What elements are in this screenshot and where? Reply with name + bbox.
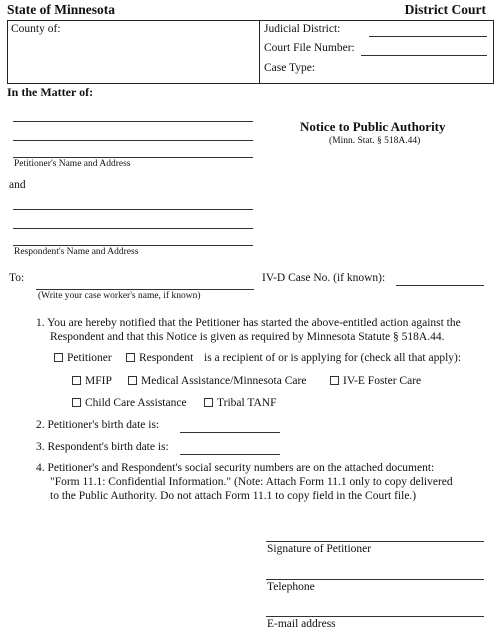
form-title: Notice to Public Authority [300,119,446,134]
petitioner-caption: Petitioner's Name and Address [14,159,131,169]
item-1-line-2: Respondent and that this Notice is given as required by Minnesota Statute § 518A.44. [50,331,445,343]
case-type-label: Case Type: [264,62,316,74]
case-worker-field[interactable] [36,289,254,290]
signature-field[interactable] [266,541,484,542]
respondent-line-2[interactable] [13,228,253,229]
ma-checkbox[interactable] [128,376,137,385]
respondent-line-3[interactable] [13,245,253,246]
program-mfip-option[interactable]: MFIP [72,375,112,387]
judicial-district-label: Judicial District: [264,23,341,35]
party-respondent-option[interactable]: Respondent [126,352,193,364]
petitioner-line-3[interactable] [13,157,253,158]
item-3-label: 3. Respondent's birth date is: [36,441,169,453]
signature-label: Signature of Petitioner [267,543,372,555]
court-heading: District Court [404,2,486,17]
item-4-line-3: to the Public Authority. Do not attach Form 11.1 to copy field in the Court file.) [50,490,417,502]
petitioner-birth-date-field[interactable] [180,432,280,433]
county-label: County of: [11,23,61,35]
respondent-birth-date-field[interactable] [180,454,280,455]
program-ive-option[interactable]: IV-E Foster Care [330,375,421,387]
party-petitioner-option[interactable]: Petitioner [54,352,112,364]
respondent-caption: Respondent's Name and Address [14,247,139,257]
item-1-line-1: 1. You are hereby notified that the Petitioner has started the above-entitled action against the [36,317,461,329]
case-worker-caption: (Write your case worker's name, if known) [38,291,201,301]
ive-checkbox[interactable] [330,376,339,385]
respondent-checkbox[interactable] [126,353,135,362]
matter-label: In the Matter of: [7,85,94,99]
ivd-case-label: IV-D Case No. (if known): [262,272,386,284]
petitioner-line-1[interactable] [13,121,253,122]
tanf-checkbox[interactable] [204,398,213,407]
item-4-line-2: "Form 11.1: Confidential Information." (Note: Attach Form 11.1 only to copy delivered [50,476,453,488]
program-ma-option[interactable]: Medical Assistance/Minnesota Care [128,375,306,387]
caption-box-divider [259,21,260,83]
item-4-line-1: 4. Petitioner's and Respondent's social security numbers are on the attached document: [36,462,435,474]
petitioner-line-2[interactable] [13,140,253,141]
court-file-number-field[interactable] [361,55,487,56]
petitioner-checkbox[interactable] [54,353,63,362]
program-cca-option[interactable]: Child Care Assistance [72,397,187,409]
party-suffix: is a recipient of or is applying for (check all that apply): [204,352,462,364]
and-label: and [9,179,26,191]
court-file-number-label: Court File Number: [264,42,355,54]
judicial-district-field[interactable] [369,36,487,37]
telephone-field[interactable] [266,579,484,580]
telephone-label: Telephone [267,581,315,593]
email-field[interactable] [266,616,484,617]
respondent-line-1[interactable] [13,209,253,210]
statute-reference: (Minn. Stat. § 518A.44) [329,136,421,146]
item-2-label: 2. Petitioner's birth date is: [36,419,160,431]
ivd-case-field[interactable] [396,285,484,286]
state-heading: State of Minnesota [7,2,115,17]
mfip-checkbox[interactable] [72,376,81,385]
caption-box [7,20,494,84]
cca-checkbox[interactable] [72,398,81,407]
program-tanf-option[interactable]: Tribal TANF [204,397,276,409]
email-label: E-mail address [267,618,336,630]
to-label: To: [9,272,25,284]
